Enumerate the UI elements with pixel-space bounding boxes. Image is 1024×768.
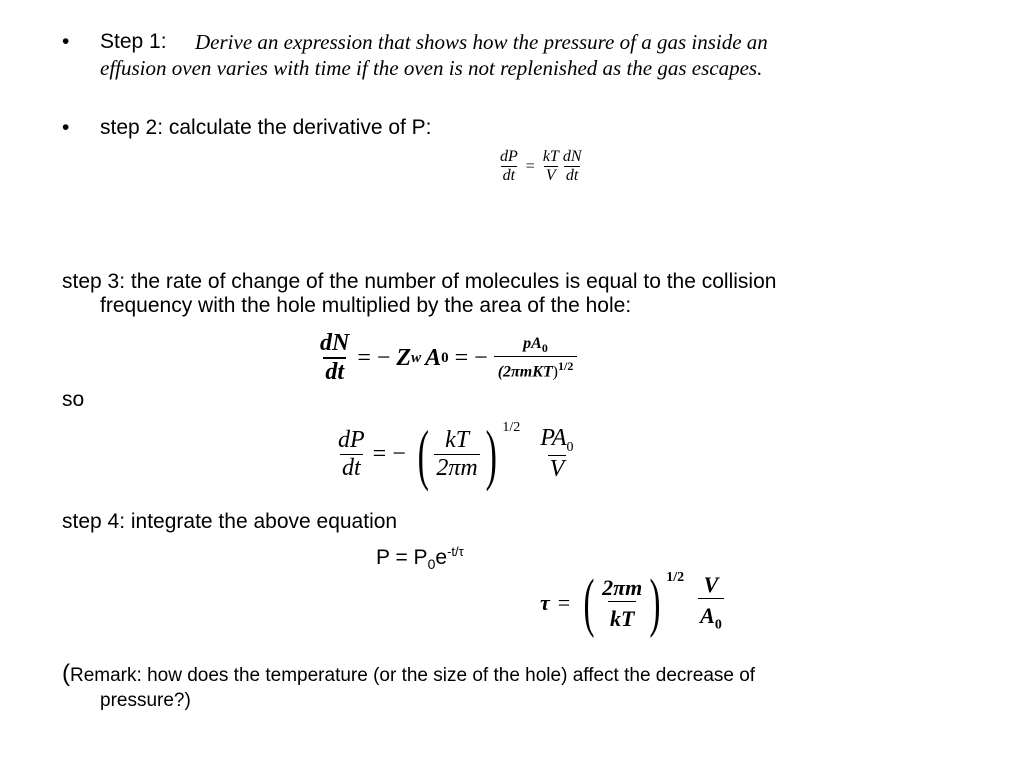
- so-text: so: [62, 388, 85, 411]
- dP-dt-fraction: $\frac{dP}{dt}$: [338, 426, 365, 481]
- dP-dt-equation: [336, 416, 576, 492]
- A-symbol: A: [425, 344, 442, 371]
- exponent: 1/2: [502, 420, 521, 435]
- step4-text: step 4: integrate the above equation: [62, 510, 398, 533]
- step1-bullet: •: [62, 30, 70, 53]
- exponent: 1/2: [666, 570, 685, 585]
- remark-line1: (Remark: how does the temperature (or the size of the hole) affect the decrease of: [62, 660, 756, 687]
- w-subscript: w: [411, 349, 422, 366]
- remark-line2: pressure?): [100, 690, 191, 711]
- kT-V-fraction: $\frac{kT}{V}$: [542, 148, 559, 184]
- equals-minus: = −: [372, 440, 406, 467]
- step3-equation: [318, 330, 577, 386]
- right-paren: ): [649, 566, 661, 639]
- step4-result: $P = P_0e^{-t/\tau}$: [376, 544, 464, 573]
- step1-description-line2: effusion oven varies with time if the oven is not replenished as the gas escapes.: [100, 56, 763, 80]
- dN-dt-fraction: $\frac{dN}{dt}$: [320, 330, 350, 385]
- step1-label: Step 1:: [100, 30, 167, 53]
- right-paren: ): [485, 416, 497, 492]
- left-paren: (: [583, 566, 595, 639]
- step2-text: step 2: calculate the derivative of P:: [100, 116, 432, 139]
- equals-sign: =: [557, 590, 571, 615]
- left-paren: (: [417, 416, 429, 492]
- kT-2pim-fraction: $\frac{kT}{2\pi m}$: [436, 426, 478, 481]
- step3-line1: step 3: the rate of change of the number of molecules is equal to the collision: [62, 270, 777, 293]
- step2-bullet: •: [62, 116, 70, 139]
- rhs-fraction: $\frac{pA_0}{(2\pi mKT)^{1/2}}$: [494, 335, 578, 382]
- step1-description-line1: Derive an expression that shows how the pressure of a gas inside an: [195, 30, 768, 54]
- dN-dt-fraction: $\frac{dN}{dt}$: [562, 148, 582, 184]
- A-subscript: 0: [441, 349, 449, 366]
- PA-V-fraction: $\frac{PA_0}{V}$: [540, 424, 574, 483]
- step2-equation: [498, 148, 583, 185]
- V-A0-fraction: $\frac{V}{A_0}$: [700, 572, 722, 633]
- tau-symbol: τ: [540, 590, 550, 615]
- equals-sign: =: [525, 157, 535, 175]
- equals-minus: = −: [357, 344, 391, 371]
- tau-equation: [540, 566, 724, 639]
- equals-minus-2: = −: [454, 344, 488, 371]
- 2pim-kT-fraction: $\frac{2\pi m}{kT}$: [602, 574, 643, 631]
- dP-dt-fraction: $\frac{dP}{dt}$: [500, 148, 518, 184]
- Z-symbol: Z: [396, 344, 412, 371]
- step3-line2: frequency with the hole multiplied by the area of the hole:: [100, 294, 632, 317]
